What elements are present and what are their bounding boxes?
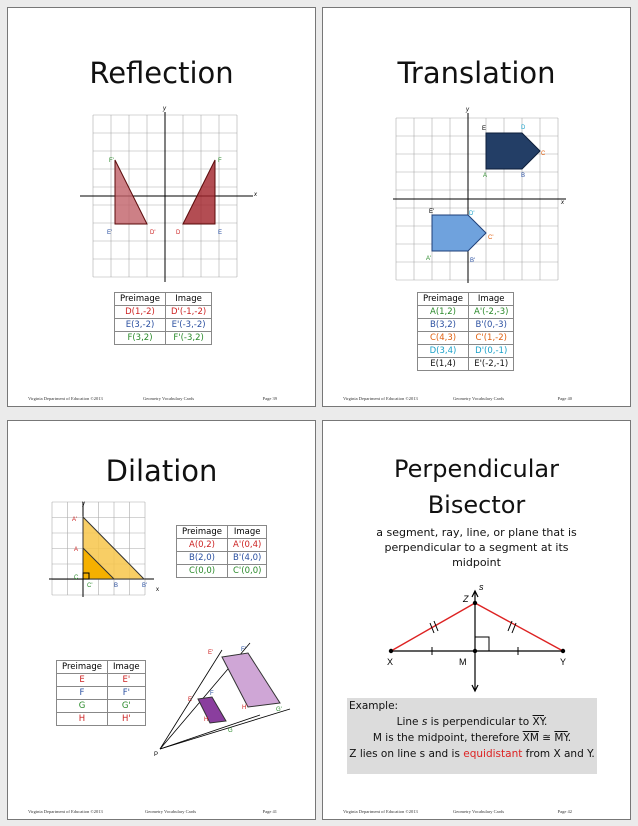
table-header: Image xyxy=(469,293,514,306)
definition-line: perpendicular to a segment at its xyxy=(384,541,569,554)
table-row xyxy=(177,565,267,578)
footer-mid: Geometry Vocabulary Cards xyxy=(453,396,505,401)
translation-card xyxy=(322,7,631,407)
image-cell: E'(-3,-2) xyxy=(166,319,212,332)
label-x: X xyxy=(387,657,394,667)
label-g: G xyxy=(228,728,233,734)
footer-mid: Geometry Vocabulary Cards xyxy=(453,809,505,814)
preimage-cell: E xyxy=(57,674,108,687)
preimage-cell: D(3,4) xyxy=(418,345,469,358)
preimage-cell: B(3,2) xyxy=(418,319,469,332)
table-row xyxy=(57,700,146,713)
table-row xyxy=(418,332,514,345)
image-cell: F'(-3,2) xyxy=(166,332,212,345)
label-m: M xyxy=(459,657,467,667)
label-g-prime: G' xyxy=(276,707,282,713)
example-line-2: M is the midpoint, therefore $\overline{XM}$ ≅ $\overline{MY}$. xyxy=(372,732,572,744)
preimage-pentagon xyxy=(486,133,540,169)
bisector-diagram xyxy=(377,579,577,699)
table-row xyxy=(177,552,267,565)
x-axis-label: x xyxy=(561,200,564,206)
table-row xyxy=(115,319,212,332)
reflection-rows xyxy=(115,306,212,345)
translation-rows xyxy=(418,306,514,371)
label-e-prime: E' xyxy=(208,650,214,656)
label-b-prime: B' xyxy=(142,583,148,589)
image-cell: F' xyxy=(108,687,146,700)
preimage-cell: H xyxy=(57,713,108,726)
preimage-cell: B(2,0) xyxy=(177,552,228,565)
footer-right: Page 41 xyxy=(262,809,277,814)
label-a: A xyxy=(74,547,79,553)
table-row xyxy=(418,319,514,332)
image-cell: C'(0,0) xyxy=(228,565,267,578)
definition xyxy=(323,525,630,570)
image-cell: H' xyxy=(108,713,146,726)
definition-line: a segment, ray, line, or plane that is xyxy=(376,526,577,539)
example-box xyxy=(347,698,597,774)
table-header: Image xyxy=(228,526,267,539)
image-cell: A'(0,4) xyxy=(228,539,267,552)
x-axis-label: x xyxy=(254,192,257,198)
label-f-prime: F' xyxy=(109,158,114,164)
y-axis-label: y xyxy=(82,501,85,507)
dilation-parallelogram-figure xyxy=(148,637,308,757)
label-f: F xyxy=(210,691,214,697)
preimage-cell: C(0,0) xyxy=(177,565,228,578)
label-h: H xyxy=(204,717,209,723)
image-cell: A'(-2,-3) xyxy=(469,306,514,319)
label-e-prime: E' xyxy=(107,230,113,236)
footer-mid: Geometry Vocabulary Cards xyxy=(145,809,197,814)
dilation-rows-2 xyxy=(57,674,146,726)
label-d: D xyxy=(176,230,181,236)
reflection-graph xyxy=(75,104,255,284)
label-e-prime: E' xyxy=(429,209,435,215)
table-row xyxy=(418,306,514,319)
label-p: P xyxy=(154,752,159,758)
reflection-card xyxy=(7,7,316,407)
label-a-prime: A' xyxy=(426,256,432,262)
image-parallelogram xyxy=(222,653,280,707)
card-title: Translation xyxy=(397,56,556,90)
label-b: B xyxy=(521,173,526,179)
example-heading: Example: xyxy=(349,700,399,712)
preimage-cell: A(0,2) xyxy=(177,539,228,552)
label-a: A xyxy=(483,173,488,179)
example-line-1: Line s is perpendicular to $\overline{XY}$. xyxy=(396,716,548,728)
table-row xyxy=(57,713,146,726)
image-cell: E' xyxy=(108,674,146,687)
card-title-line1: Perpendicular xyxy=(393,455,559,483)
label-f-prime: F' xyxy=(241,647,246,653)
table-header: Preimage xyxy=(115,293,166,306)
label-e: E xyxy=(218,230,223,236)
definition-line: midpoint xyxy=(452,556,501,569)
table-row xyxy=(418,345,514,358)
dilation-graph xyxy=(46,499,159,599)
x-axis-label: x xyxy=(156,587,159,593)
preimage-cell: G xyxy=(57,700,108,713)
label-c: C xyxy=(74,575,79,581)
image-cell: E'(-2,-1) xyxy=(469,358,514,371)
image-cell: B'(0,-3) xyxy=(469,319,514,332)
table-header: Image xyxy=(108,661,146,674)
preimage-cell: C(4,3) xyxy=(418,332,469,345)
card-title-line2: Bisector xyxy=(427,491,526,519)
footer-mid: Geometry Vocabulary Cards xyxy=(143,396,195,401)
label-d-prime: D' xyxy=(150,230,156,236)
footer-right: Page 42 xyxy=(557,809,572,814)
label-z: Z xyxy=(463,594,469,604)
label-e: E xyxy=(188,697,193,703)
label-a-prime: A' xyxy=(72,517,78,523)
table-header: Image xyxy=(166,293,212,306)
label-h-prime: H' xyxy=(242,705,248,711)
image-cell: D'(0,-1) xyxy=(469,345,514,358)
preimage-cell: E(1,4) xyxy=(418,358,469,371)
label-c: C xyxy=(541,151,546,157)
footer-right: Page 40 xyxy=(557,396,572,401)
table-header: Preimage xyxy=(177,526,228,539)
image-pentagon xyxy=(432,215,486,251)
preimage-cell: F xyxy=(57,687,108,700)
y-axis-label: y xyxy=(163,106,166,112)
y-axis-label: y xyxy=(466,107,469,113)
image-cell: G' xyxy=(108,700,146,713)
footer-right: Page 39 xyxy=(262,396,277,401)
table-row xyxy=(115,332,212,345)
dilation-table-2 xyxy=(56,660,146,726)
table-header: Preimage xyxy=(418,293,469,306)
footer-left: Virginia Department of Education ©2013 xyxy=(343,396,418,401)
preimage-cell: E(3,-2) xyxy=(115,319,166,332)
label-f: F xyxy=(218,158,222,164)
preimage-parallelogram xyxy=(198,697,226,723)
table-header: Preimage xyxy=(57,661,108,674)
table-row xyxy=(57,687,146,700)
translation-graph xyxy=(388,105,568,285)
footer-left: Virginia Department of Education ©2013 xyxy=(28,396,103,401)
image-triangle xyxy=(115,160,147,224)
preimage-cell: A(1,2) xyxy=(418,306,469,319)
preimage-cell: F(3,2) xyxy=(115,332,166,345)
table-row xyxy=(57,674,146,687)
label-d: D xyxy=(521,125,526,131)
table-row xyxy=(177,539,267,552)
preimage-cell: D(1,-2) xyxy=(115,306,166,319)
image-cell: B'(4,0) xyxy=(228,552,267,565)
footer-left: Virginia Department of Education ©2013 xyxy=(28,809,103,814)
reflection-table xyxy=(114,292,212,345)
card-title: Reflection xyxy=(89,56,234,90)
preimage-triangle xyxy=(183,160,215,224)
image-cell: D'(-1,-2) xyxy=(166,306,212,319)
card-title: Dilation xyxy=(105,454,218,488)
translation-table xyxy=(417,292,514,371)
label-b-prime: B' xyxy=(470,258,476,264)
table-row xyxy=(418,358,514,371)
label-b: B xyxy=(114,583,119,589)
label-d-prime: D' xyxy=(469,211,475,217)
image-cell: C'(1,-2) xyxy=(469,332,514,345)
dilation-card xyxy=(7,420,316,820)
label-y: Y xyxy=(560,657,567,667)
table-row xyxy=(115,306,212,319)
label-e: E xyxy=(482,126,487,132)
label-s: s xyxy=(479,582,484,592)
footer-left: Virginia Department of Education ©2013 xyxy=(343,809,418,814)
dilation-rows-1 xyxy=(177,539,267,578)
label-c-prime: C' xyxy=(488,235,494,241)
example-line-3: Z lies on line s and is equidistant from X and Y. xyxy=(349,748,595,760)
dilation-table-1 xyxy=(176,525,267,578)
perpendicular-bisector-card xyxy=(322,420,631,820)
label-c-prime: C' xyxy=(87,583,93,589)
